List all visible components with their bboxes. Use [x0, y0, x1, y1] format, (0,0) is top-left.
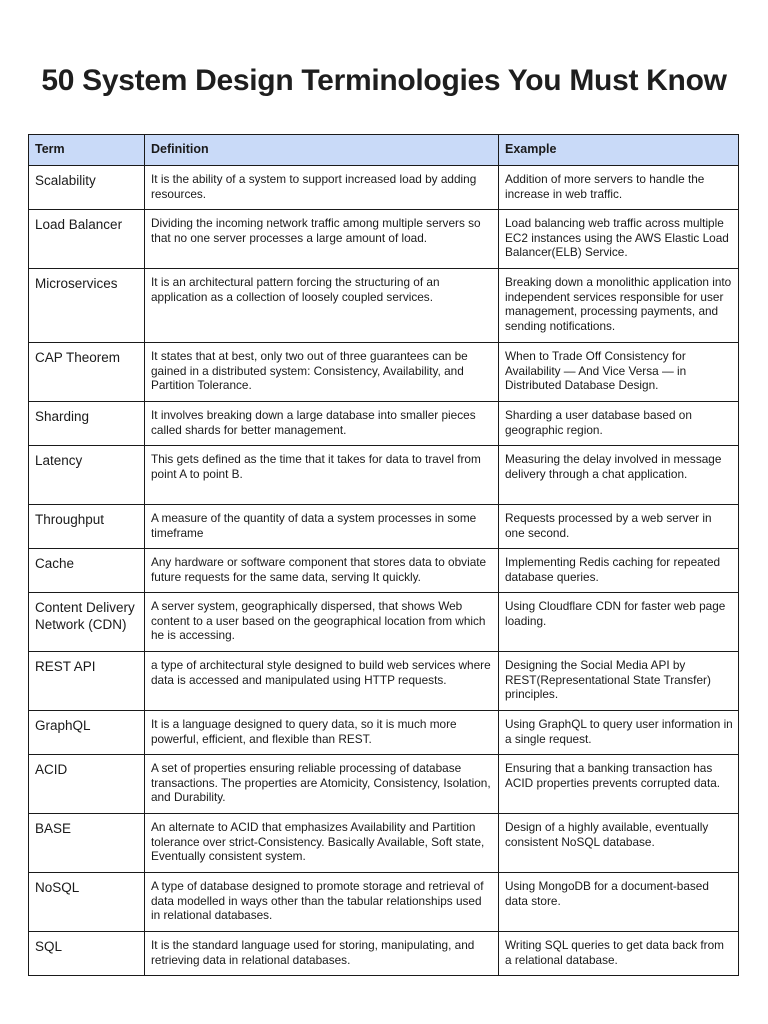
table-row: [29, 593, 739, 652]
table-row: [29, 932, 739, 976]
term-cell: SQL: [29, 932, 145, 976]
term-cell: Content Delivery Network (CDN): [29, 593, 145, 652]
term-cell: Microservices: [29, 269, 145, 343]
table-row: [29, 402, 739, 446]
table-row: [29, 711, 739, 755]
definition-cell: A set of properties ensuring reliable processing of database transactions. The properties are Atomicity, Consistency, Isolation, and Durability.: [145, 755, 499, 814]
term-cell: Sharding: [29, 402, 145, 446]
definition-cell: This gets defined as the time that it takes for data to travel from point A to point B.: [145, 446, 499, 505]
example-cell: Designing the Social Media API by REST(Representational State Transfer) principles.: [499, 652, 739, 711]
term-cell: Cache: [29, 549, 145, 593]
term-cell: ACID: [29, 755, 145, 814]
page-title: 50 System Design Terminologies You Must Know: [41, 64, 727, 97]
table-row: [29, 269, 739, 343]
definition-cell: a type of architectural style designed to build web services where data is accessed and manipulated using HTTP requests.: [145, 652, 499, 711]
term-cell: NoSQL: [29, 873, 145, 932]
term-cell: Latency: [29, 446, 145, 505]
example-cell: Measuring the delay involved in message delivery through a chat application.: [499, 446, 739, 505]
example-cell: Addition of more servers to handle the increase in web traffic.: [499, 166, 739, 210]
example-cell: Using MongoDB for a document-based data store.: [499, 873, 739, 932]
example-cell: Sharding a user database based on geographic region.: [499, 402, 739, 446]
header-definition: Definition: [145, 135, 499, 166]
definition-cell: A measure of the quantity of data a system processes in some timeframe: [145, 505, 499, 549]
term-cell: GraphQL: [29, 711, 145, 755]
example-cell: Implementing Redis caching for repeated database queries.: [499, 549, 739, 593]
definition-cell: An alternate to ACID that emphasizes Availability and Partition tolerance over strict-Consistency. Basically Available, Soft state, Eventually consistent system.: [145, 814, 499, 873]
term-cell: Scalability: [29, 166, 145, 210]
definition-cell: It states that at best, only two out of three guarantees can be gained in a distributed system: Consistency, Availability, and Partition Tolerance.: [145, 343, 499, 402]
table-row: [29, 652, 739, 711]
example-cell: Breaking down a monolithic application into independent services responsible for user management, processing payments, and sending notifications.: [499, 269, 739, 343]
table-row: [29, 755, 739, 814]
table-row: [29, 505, 739, 549]
term-cell: CAP Theorem: [29, 343, 145, 402]
table-row: [29, 343, 739, 402]
table-header-row: [29, 135, 739, 166]
definition-cell: Dividing the incoming network traffic among multiple servers so that no one server processes a large amount of load.: [145, 210, 499, 269]
definition-cell: A server system, geographically dispersed, that shows Web content to a user based on the geographical location from which he is accessing.: [145, 593, 499, 652]
definition-cell: It is a language designed to query data, so it is much more powerful, efficient, and flexible than REST.: [145, 711, 499, 755]
example-cell: Load balancing web traffic across multiple EC2 instances using the AWS Elastic Load Balancer(ELB) Service.: [499, 210, 739, 269]
definition-cell: It is the standard language used for storing, manipulating, and retrieving data in relational databases.: [145, 932, 499, 976]
example-cell: Design of a highly available, eventually consistent NoSQL database.: [499, 814, 739, 873]
header-term: Term: [29, 135, 145, 166]
table-row: [29, 166, 739, 210]
example-cell: Requests processed by a web server in one second.: [499, 505, 739, 549]
example-cell: Using GraphQL to query user information in a single request.: [499, 711, 739, 755]
table-row: [29, 446, 739, 505]
terminology-table: [28, 134, 739, 976]
example-cell: Ensuring that a banking transaction has ACID properties prevents corrupted data.: [499, 755, 739, 814]
term-cell: Throughput: [29, 505, 145, 549]
header-example: Example: [499, 135, 739, 166]
example-cell: When to Trade Off Consistency for Availability — And Vice Versa — in Distributed Database Design.: [499, 343, 739, 402]
example-cell: Writing SQL queries to get data back from a relational database.: [499, 932, 739, 976]
term-cell: Load Balancer: [29, 210, 145, 269]
definition-cell: It is the ability of a system to support increased load by adding resources.: [145, 166, 499, 210]
term-cell: BASE: [29, 814, 145, 873]
table-row: [29, 549, 739, 593]
definition-cell: It involves breaking down a large database into smaller pieces called shards for better management.: [145, 402, 499, 446]
example-cell: Using Cloudflare CDN for faster web page loading.: [499, 593, 739, 652]
definition-cell: It is an architectural pattern forcing the structuring of an application as a collection of loosely coupled services.: [145, 269, 499, 343]
definition-cell: A type of database designed to promote storage and retrieval of data modelled in ways other than the tabular relationships used in relational databases.: [145, 873, 499, 932]
table-row: [29, 814, 739, 873]
term-cell: REST API: [29, 652, 145, 711]
table-row: [29, 210, 739, 269]
table-row: [29, 873, 739, 932]
definition-cell: Any hardware or software component that stores data to obviate future requests for the same data, serving It quickly.: [145, 549, 499, 593]
